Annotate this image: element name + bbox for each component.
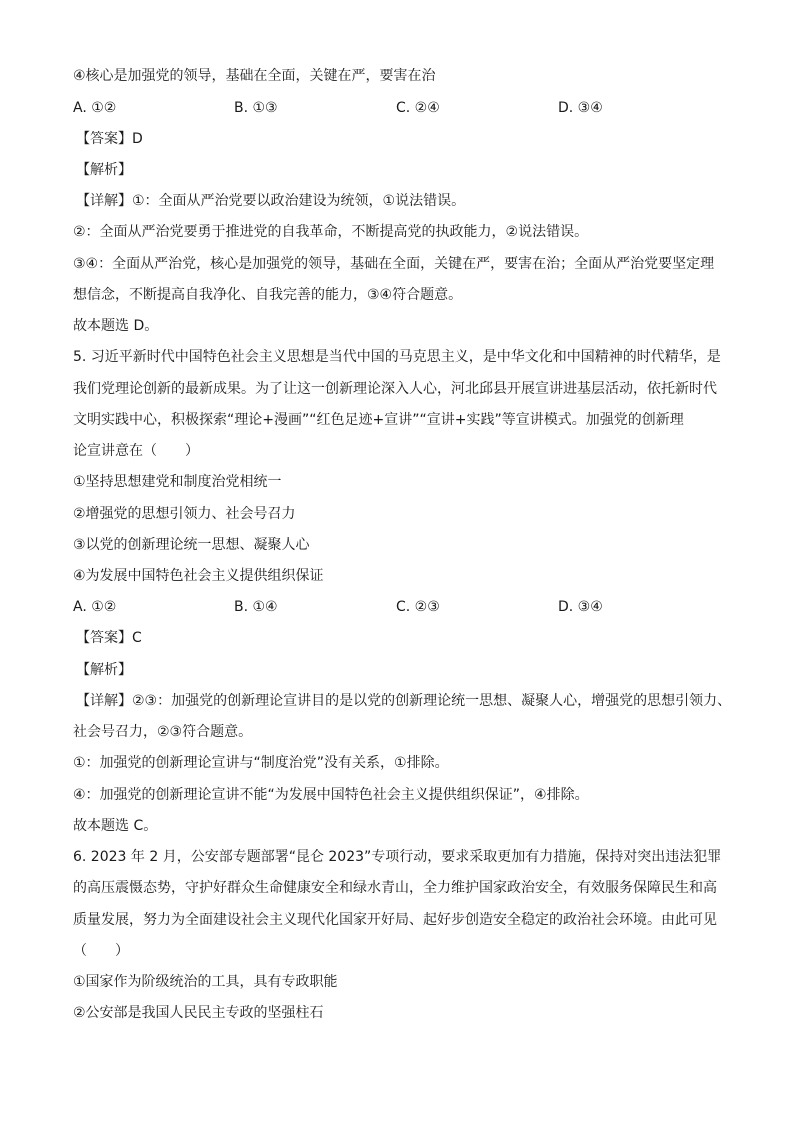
q6-stem-line: 的高压震慑态势，守护好群众生命健康安全和绿水青山，全力维护国家政治安全，有效服务保障民生和高 [73, 880, 717, 896]
q6-stem-line: 质量发展，努力为全面建设社会主义现代化国家开好局、起好步创造安全稳定的政治社会环境。由此可见 [73, 912, 717, 928]
q6-stem-line: 6. 2023 年 2 月，公安部专题部署“昆仑 2023”专项行动，要求采取更加有力措施，保持对突出违法犯罪 [73, 849, 722, 865]
q5-option-d: D. ③④ [558, 599, 603, 615]
q5-analysis-heading: 【解析】 [76, 662, 132, 678]
q5-stem-line: 5. 习近平新时代中国特色社会主义思想是当代中国的马克思主义，是中华文化和中国精神的时代精华，是 [73, 349, 721, 365]
q5-option-c: C. ②③ [396, 599, 440, 615]
q4-option-d: D. ③④ [558, 100, 603, 116]
q4-option-b: B. ①③ [234, 100, 278, 116]
q5-conclusion: 故本题选 C。 [73, 818, 158, 834]
q4-detail-line: 【详解】①：全面从严治党要以政治建设为统领，①说法错误。 [76, 193, 466, 209]
q4-options [73, 98, 743, 118]
q4-answer: 【答案】D [76, 131, 143, 147]
q5-detail-line: 【详解】②③：加强党的创新理论宣讲目的是以党的创新理论统一思想、凝聚人心，增强党的思想引领力、 [76, 693, 732, 709]
q5-option-b: B. ①④ [234, 599, 278, 615]
q5-statement-2: ②增强党的思想引领力、社会号召力 [73, 506, 296, 522]
q5-stem-line: 文明实践中心，积极探索“理论+漫画”“红色足迹+宣讲”“宣讲+实践”等宣讲模式。加强党的创新理 [73, 412, 684, 428]
q4-conclusion: 故本题选 D。 [73, 318, 159, 334]
q4-option-a: A. ①② [73, 100, 117, 116]
q4-statement-4: ④核心是加强党的领导，基础在全面，关键在严，要害在治 [73, 68, 436, 84]
q4-option-c: C. ②④ [396, 100, 440, 116]
q5-option-a: A. ①② [73, 599, 117, 615]
q6-statement-2: ②公安部是我国人民民主专政的坚强柱石 [73, 1005, 324, 1021]
q5-options [73, 597, 743, 617]
q5-answer: 【答案】C [76, 630, 142, 646]
q5-statement-1: ①坚持思想建党和制度治党相统一 [73, 474, 282, 490]
q6-stem-line: （ ） [73, 943, 129, 959]
q6-statement-1: ①国家作为阶级统治的工具，具有专政职能 [73, 974, 338, 990]
q5-detail-line: 社会号召力，②③符合题意。 [73, 724, 253, 740]
q5-detail-line: ①：加强党的创新理论宣讲与“制度治党”没有关系，①排除。 [73, 755, 449, 771]
q4-detail-line: 想信念，不断提高自我净化、自我完善的能力，③④符合题意。 [73, 287, 463, 303]
q4-detail-line: ③④：全面从严治党，核心是加强党的领导，基础在全面，关键在严，要害在治；全面从严治党要坚定理 [73, 256, 715, 272]
q5-stem-line: 我们党理论创新的最新成果。为了让这一创新理论深入人心，河北邱县开展宣讲进基层活动，依托新时代 [73, 381, 717, 397]
q5-detail-line: ④：加强党的创新理论宣讲不能“为发展中国特色社会主义提供组织保证”，④排除。 [73, 787, 589, 803]
q5-statement-3: ③以党的创新理论统一思想、凝聚人心 [73, 537, 310, 553]
q5-stem-line: 论宣讲意在（ ） [73, 443, 199, 459]
q5-statement-4: ④为发展中国特色社会主义提供组织保证 [73, 568, 324, 584]
q4-analysis-heading: 【解析】 [76, 162, 132, 178]
q4-detail-line: ②：全面从严治党要勇于推进党的自我革命，不断提高党的执政能力，②说法错误。 [73, 224, 589, 240]
